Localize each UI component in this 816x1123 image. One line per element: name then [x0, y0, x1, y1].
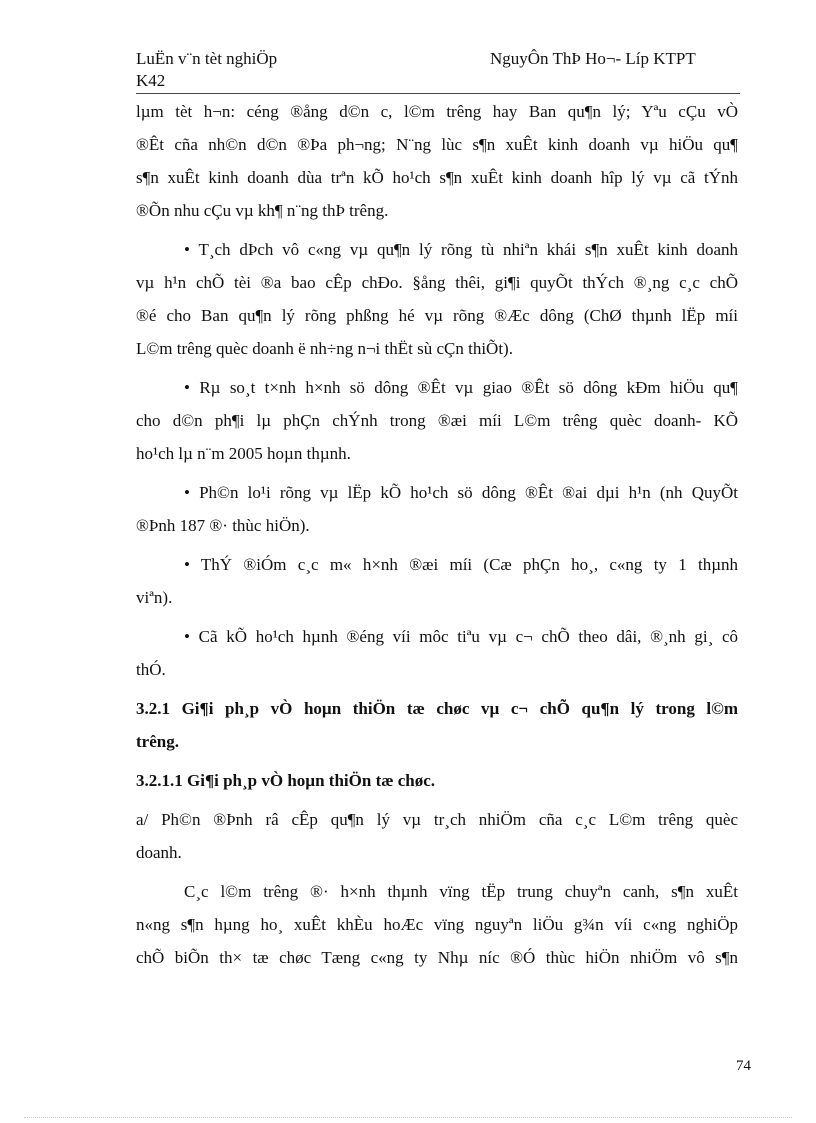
body-line: ®Õn nhu cÇu vµ kh¶ n¨ng thÞ trêng.: [136, 201, 389, 220]
bullet-line: • Rµ so¸t t×nh h×nh sö dông ®Êt vµ giao ®Êt sö dông kÐm hiÖu qu¶: [184, 378, 738, 397]
body-line: n«ng s¶n hµng ho¸ xuÊt khÈu hoÆc vïng nguyªn liÖu g¾n víi c«ng nghiÖp: [136, 915, 738, 934]
page-number: 74: [736, 1058, 751, 1074]
body-line: doanh.: [136, 843, 182, 862]
body-line: ®Þnh 187 ®· thùc hiÖn).: [136, 516, 310, 535]
header-course: K42: [136, 71, 166, 90]
subsection-heading: 3.2.1.1 Gi¶i ph¸p vÒ hoµn thiÖn tæ chøc.: [136, 771, 436, 790]
page-bottom-border: [24, 1117, 792, 1118]
bullet-line: • ThÝ ®iÓm c¸c m« h×nh ®æi míi (Cæ phÇn ho¸, c«ng ty 1 thµnh: [184, 555, 738, 574]
body-line: ®é cho Ban qu¶n lý rõng phßng hé vµ rõng ®Æc dông (ChØ thµnh lËp míi: [136, 306, 738, 325]
body-line: C¸c l©m trêng ®· h×nh thµnh vïng tËp trung chuyªn canh, s¶n xuÊt: [184, 882, 738, 901]
body-line: s¶n xuÊt kinh doanh dùa trªn kÕ ho¹ch s¶n xuÊt kinh doanh hîp lý vµ cã tÝnh: [136, 168, 738, 187]
section-heading: 3.2.1 Gi¶i ph¸p vÒ hoµn thiÖn tæ chøc vµ c¬ chÕ qu¶n lý trong l©m: [136, 699, 738, 718]
header-divider: [136, 93, 740, 94]
header-thesis-title: LuËn v¨n tèt nghiÖp: [136, 49, 278, 68]
body-line: a/ Ph©n ®Þnh râ cÊp qu¶n lý vµ tr¸ch nhiÖm cña c¸c L©m trêng quèc: [136, 810, 738, 829]
body-line: L©m trêng quèc doanh ë nh÷ng n¬i thËt sù cÇn thiÕt).: [136, 339, 513, 358]
bullet-line: • T¸ch dÞch vô c«ng vµ qu¶n lý rõng tù nhiªn khái s¶n xuÊt kinh doanh: [184, 240, 738, 259]
body-line: ®Êt cña nh©n d©n ®Þa ph¬ng; N¨ng lùc s¶n xuÊt kinh doanh vµ hiÖu qu¶: [136, 135, 738, 154]
body-line: thÓ.: [136, 660, 166, 679]
body-line: chÕ biÕn th× tæ chøc Tæng c«ng ty Nhµ níc ®Ó thùc hiÖn nhiÖm vô s¶n: [136, 948, 738, 967]
page-body: [136, 95, 738, 974]
bullet-line: • Ph©n lo¹i rõng vµ lËp kÕ ho¹ch sö dông ®Êt ®ai dµi h¹n (nh QuyÕt: [184, 483, 738, 502]
bullet-line: • Cã kÕ ho¹ch hµnh ®éng víi môc tiªu vµ c¬ chÕ theo dâi, ®¸nh gi¸ cô: [184, 627, 738, 646]
section-heading: trêng.: [136, 732, 179, 751]
header-left: [136, 48, 277, 92]
header-author: NguyÔn ThÞ Ho¬- Líp KTPT: [490, 49, 696, 68]
body-line: ho¹ch lµ n¨m 2005 hoµn thµnh.: [136, 444, 351, 463]
body-line: viªn).: [136, 588, 173, 607]
body-line: lµm tèt h¬n: céng ®ång d©n c, l©m trêng hay Ban qu¶n lý; Yªu cÇu vÒ: [136, 102, 738, 121]
body-line: cho d©n ph¶i lµ phÇn chÝnh trong ®æi míi L©m trêng quèc doanh- KÕ: [136, 411, 738, 430]
body-line: vµ h¹n chÕ tèi ®a bao cÊp chÐo. §ång thêi, gi¶i quyÕt thÝch ®¸ng c¸c chÕ: [136, 273, 738, 292]
